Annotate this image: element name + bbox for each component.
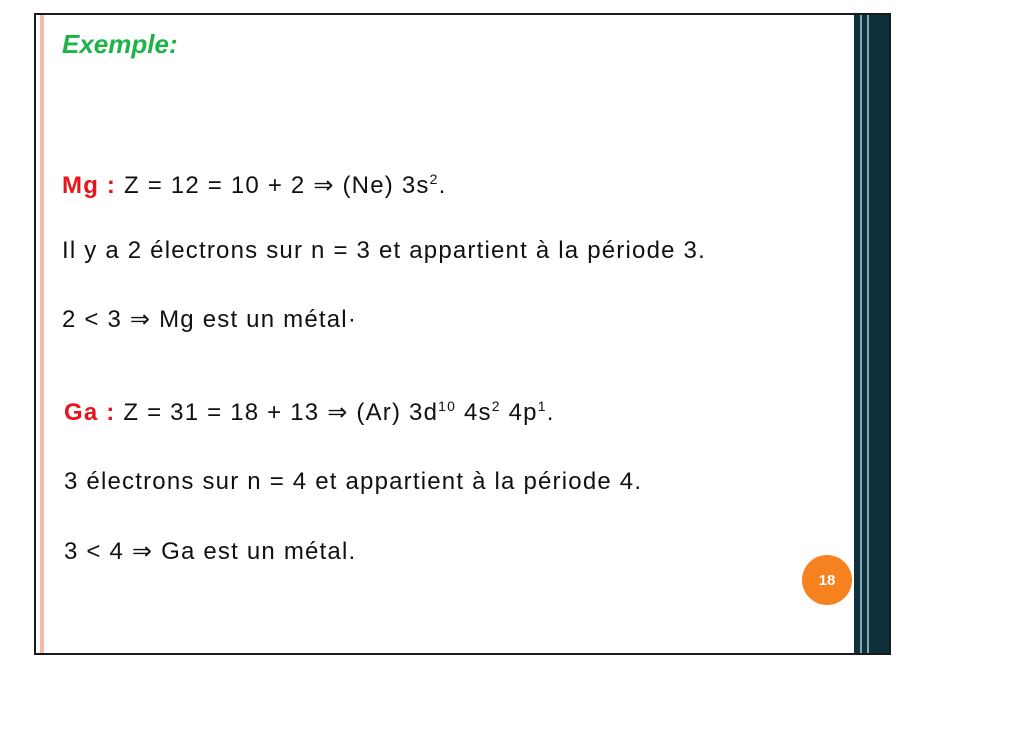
- mg-conclusion-line: 2 < 3 ⇒ Mg est un métal·: [62, 306, 358, 333]
- mg-config-text: Z = 12 = 10 + 2 ⇒ (Ne) 3s: [116, 172, 430, 199]
- mg-config-line: [62, 171, 446, 200]
- ga-config-sup-3: 1: [537, 398, 547, 414]
- ga-symbol: Ga :: [64, 399, 116, 426]
- ga-config-text: Z = 31 = 18 + 13 ⇒ (Ar) 3d: [115, 399, 439, 426]
- right-band-line-1: [860, 15, 862, 653]
- mg-config-sup: 2: [429, 171, 439, 187]
- right-decorative-band: [854, 15, 889, 653]
- ga-config-end: .: [546, 399, 555, 426]
- mg-electrons-line: Il y a 2 électrons sur n = 3 et appartient à la période 3.: [62, 237, 706, 264]
- left-decorative-stripe: [40, 15, 44, 653]
- mg-symbol: Mg :: [62, 172, 117, 199]
- ga-config-mid-2: 4p: [500, 399, 538, 426]
- ga-config-mid-1: 4s: [456, 399, 492, 426]
- ga-config-line: [64, 398, 555, 427]
- ga-conclusion-line: 3 < 4 ⇒ Ga est un métal.: [64, 538, 357, 565]
- mg-config-end: .: [438, 172, 447, 199]
- page-number-badge: 18: [802, 555, 852, 605]
- ga-config-sup-2: 2: [491, 398, 501, 414]
- slide-heading: Exemple:: [62, 29, 178, 59]
- slide: [34, 13, 891, 655]
- right-band-line-2: [867, 15, 869, 653]
- ga-config-sup-1: 10: [438, 398, 457, 414]
- ga-electrons-line: 3 électrons sur n = 4 et appartient à la période 4.: [64, 468, 643, 495]
